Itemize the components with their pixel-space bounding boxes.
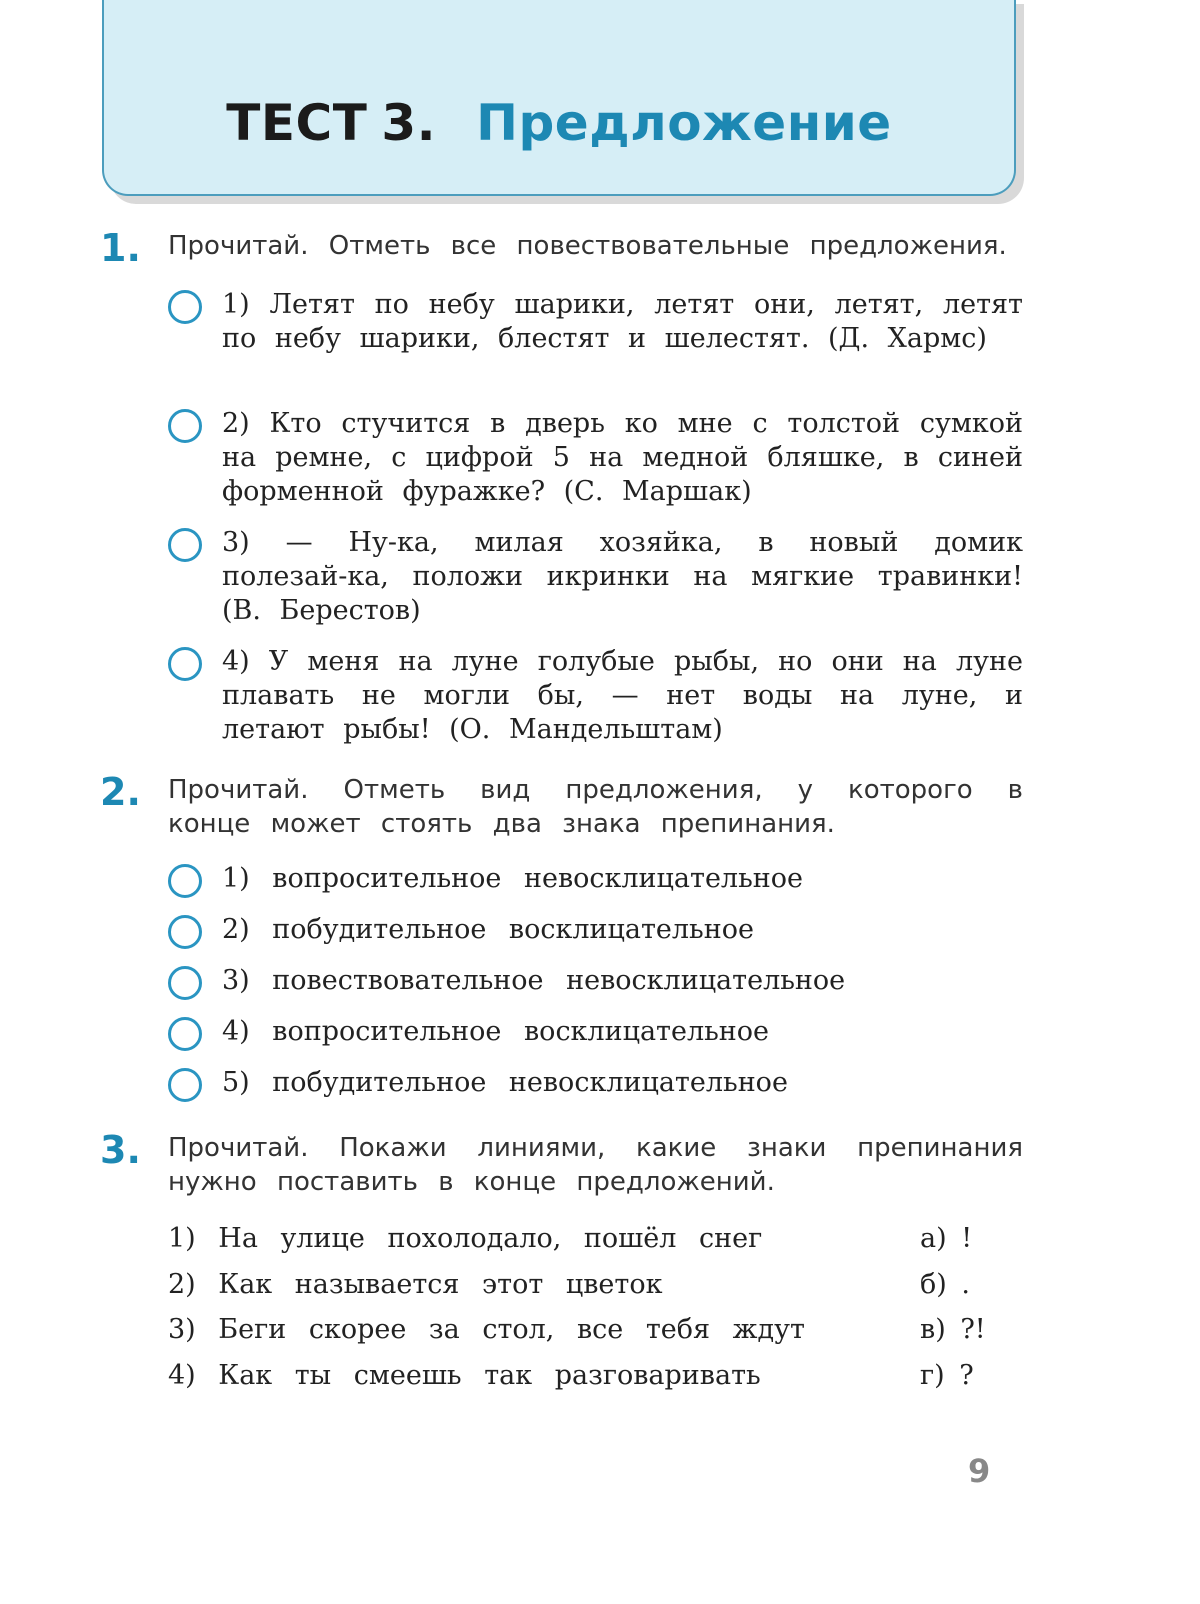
sentence-item[interactable]: 4) Как ты смеешь так разговаривать bbox=[168, 1360, 761, 1391]
match-row bbox=[168, 1360, 1023, 1400]
punctuation-item[interactable]: г) ? bbox=[920, 1360, 974, 1391]
sentence-item[interactable]: 1) На улице похолодало, пошёл снег bbox=[168, 1223, 763, 1254]
option-text: 1) Летят по небу шарики, летят они, летят, летят по небу шарики, блестят и шелестят. (Д. Хармс) bbox=[222, 289, 1023, 354]
test-topic: Предложение bbox=[476, 94, 892, 152]
punctuation-item[interactable]: в) ?! bbox=[920, 1314, 986, 1345]
test-header bbox=[102, 0, 1016, 196]
sentence-item[interactable]: 2) Как называется этот цветок bbox=[168, 1269, 663, 1300]
task-instruction: Прочитай. Отметь все повествовательные предложения. bbox=[168, 231, 1007, 261]
test-label: ТЕСТ bbox=[226, 94, 368, 152]
punctuation-item[interactable]: а) ! bbox=[920, 1223, 973, 1254]
task-number: 3. bbox=[100, 1128, 141, 1172]
task-number: 2. bbox=[100, 770, 141, 814]
radio-circle-icon[interactable] bbox=[168, 1017, 202, 1051]
match-row bbox=[168, 1223, 1023, 1263]
radio-circle-icon[interactable] bbox=[168, 528, 202, 562]
test-title bbox=[104, 94, 1014, 152]
punctuation-item[interactable]: б) . bbox=[920, 1269, 970, 1300]
option-text: 1) вопросительное невосклицательное bbox=[222, 863, 804, 894]
option-text: 2) Кто стучится в дверь ко мне с толстой сумкой на ремне, с цифрой 5 на медной бляшке, в синей форменной фуражке? (С. Маршак) bbox=[222, 408, 1023, 507]
radio-circle-icon[interactable] bbox=[168, 290, 202, 324]
option-text: 2) побудительное восклицательное bbox=[222, 914, 754, 945]
match-row bbox=[168, 1314, 1023, 1354]
radio-circle-icon[interactable] bbox=[168, 1068, 202, 1102]
match-row bbox=[168, 1269, 1023, 1309]
radio-circle-icon[interactable] bbox=[168, 864, 202, 898]
radio-circle-icon[interactable] bbox=[168, 647, 202, 681]
radio-circle-icon[interactable] bbox=[168, 966, 202, 1000]
radio-circle-icon[interactable] bbox=[168, 409, 202, 443]
test-number: 3. bbox=[381, 94, 437, 152]
task-instruction: Прочитай. Отметь вид предложения, у которого в конце может стоять два знака препинания. bbox=[168, 775, 1023, 839]
option-text: 4) У меня на луне голубые рыбы, но они на луне плавать не могли бы, — нет воды на луне, и летают рыбы! (О. Мандельштам) bbox=[222, 646, 1023, 745]
task-instruction: Прочитай. Покажи линиями, какие знаки препинания нужно поставить в конце предложений. bbox=[168, 1133, 1023, 1197]
option-text: 3) — Ну-ка, милая хозяйка, в новый домик полезай-ка, положи икринки на мягкие травинки! (В. Берестов) bbox=[222, 527, 1023, 626]
option-text: 4) вопросительное восклицательное bbox=[222, 1016, 770, 1047]
option-text: 5) побудительное невосклицательное bbox=[222, 1067, 788, 1098]
radio-circle-icon[interactable] bbox=[168, 915, 202, 949]
sentence-item[interactable]: 3) Беги скорее за стол, все тебя ждут bbox=[168, 1314, 805, 1345]
page-number: 9 bbox=[968, 1452, 991, 1490]
task-number: 1. bbox=[100, 226, 141, 270]
option-text: 3) повествовательное невосклицательное bbox=[222, 965, 846, 996]
